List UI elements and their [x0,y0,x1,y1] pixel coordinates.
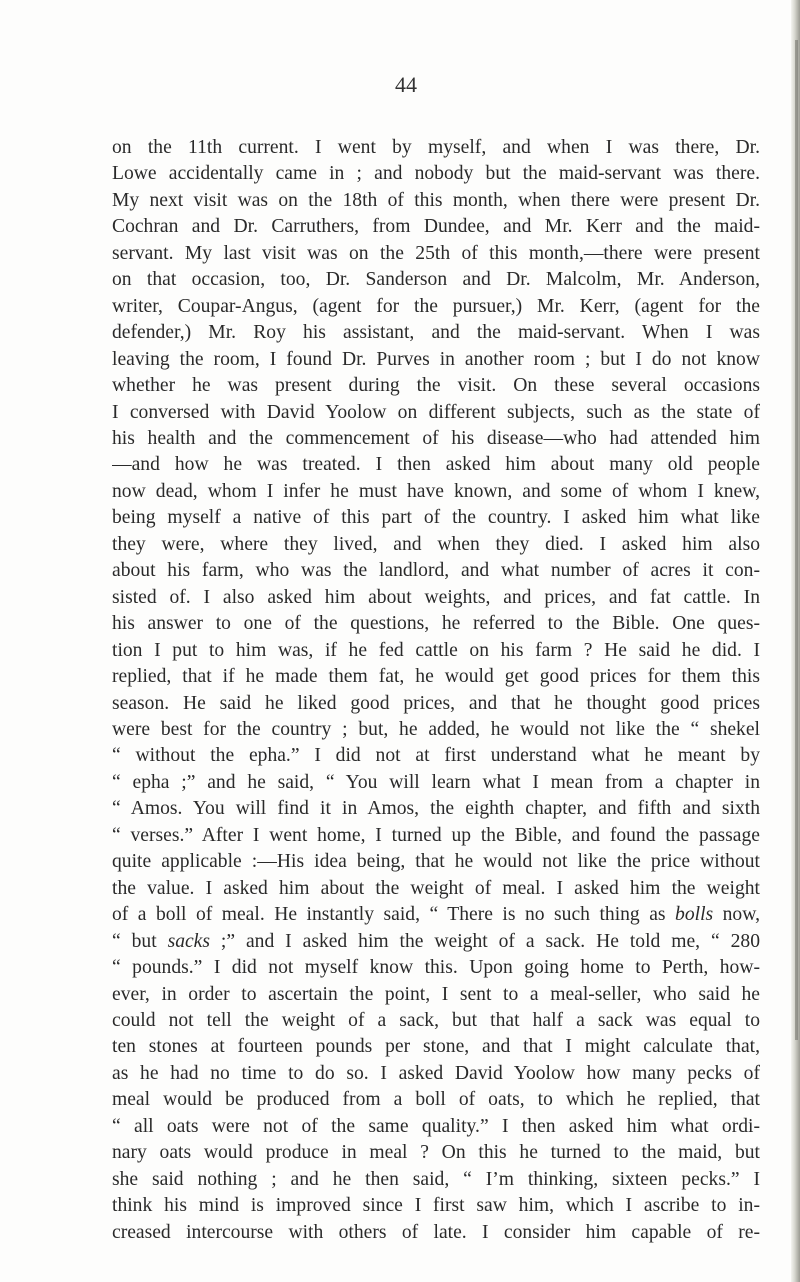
text-line: now dead, whom I infer he must have known, and some of whom I knew, [112,480,760,502]
text-line: his health and the commencement of his disease—who had attended him [112,427,760,449]
text-line: Lowe accidentally came in ; and nobody but the maid-servant was there. [112,163,760,185]
text-line: the value. I asked him about the weight of meal. I asked him the weight [112,877,760,899]
text-line: creased intercourse with others of late. I consider him capable of re- [112,1221,760,1243]
text-line: season. He said he liked good prices, and that he thought good prices [112,692,760,714]
text-line: about his farm, who was the landlord, and what number of acres it con- [112,560,760,582]
text-line: she said nothing ; and he then said, “ I’m thinking, sixteen pecks.” I [112,1168,760,1190]
text-line: quite applicable :—His idea being, that he would not like the price without [112,851,760,873]
text-line: servant. My last visit was on the 25th of this month,—there were present [112,242,760,264]
text-line: sisted of. I also asked him about weights, and prices, and fat cattle. In [112,586,760,608]
text-line: tion I put to him was, if he fed cattle on his farm ? He said he did. I [112,639,760,661]
text-line: —and how he was treated. I then asked him about many old people [112,454,760,476]
text-line: being myself a native of this part of the country. I asked him what like [112,507,760,529]
text-line: “ all oats were not of the same quality.” I then asked him what ordi- [112,1115,760,1137]
body-text [112,135,760,1246]
text-line: leaving the room, I found Dr. Purves in another room ; but I do not know [112,348,760,370]
text-line: as he had no time to do so. I asked David Yoolow how many pecks of [112,1062,760,1084]
text-line: defender,) Mr. Roy his assistant, and the maid-servant. When I was [112,322,760,344]
text-line: on the 11th current. I went by myself, and when I was there, Dr. [112,137,760,158]
text-line: of a boll of meal. He instantly said, “ There is no such thing as bolls now, [112,904,760,926]
text-line: on that occasion, too, Dr. Sanderson and Dr. Malcolm, Mr. Anderson, [112,269,760,291]
text-line: “ epha ;” and he said, “ You will learn what I mean from a chapter in [112,771,760,793]
text-line: Cochran and Dr. Carruthers, from Dundee, and Mr. Kerr and the maid- [112,216,760,238]
page-edge-mark [795,40,798,1040]
text-line: My next visit was on the 18th of this month, when there were present Dr. [112,189,760,211]
text-line: they were, where they lived, and when they died. I asked him also [112,533,760,555]
text-line: nary oats would produce in meal ? On this he turned to the maid, but [112,1142,760,1164]
text-line: were best for the country ; but, he added, he would not like the “ shekel [112,718,760,740]
page-edge-shadow [791,0,800,1282]
text-line: I conversed with David Yoolow on different subjects, such as the state of [112,401,760,423]
text-line: “ but sacks ;” and I asked him the weight of a sack. He told me, “ 280 [112,930,760,952]
text-line: “ pounds.” I did not myself know this. Upon going home to Perth, how- [112,957,760,979]
text-line: ten stones at fourteen pounds per stone, and that I might calculate that, [112,1036,760,1058]
text-line: “ Amos. You will find it in Amos, the eighth chapter, and fifth and sixth [112,798,760,820]
text-line: whether he was present during the visit. On these several occasions [112,375,760,397]
text-line: could not tell the weight of a sack, but that half a sack was equal to [112,1009,760,1031]
text-line: think his mind is improved since I first saw him, which I ascribe to in- [112,1195,760,1217]
page-number: 44 [395,72,417,97]
text-line: “ without the epha.” I did not at first understand what he meant by [112,745,760,767]
text-line: his answer to one of the questions, he referred to the Bible. One ques- [112,613,760,635]
text-line: “ verses.” After I went home, I turned up the Bible, and found the passage [112,824,760,846]
text-line: ever, in order to ascertain the point, I sent to a meal-seller, who said he [112,983,760,1005]
text-line: writer, Coupar-Angus, (agent for the pursuer,) Mr. Kerr, (agent for the [112,295,760,317]
text-line: replied, that if he made them fat, he would get good prices for them this [112,666,760,688]
text-line: meal would be produced from a boll of oats, to which he replied, that [112,1089,760,1111]
